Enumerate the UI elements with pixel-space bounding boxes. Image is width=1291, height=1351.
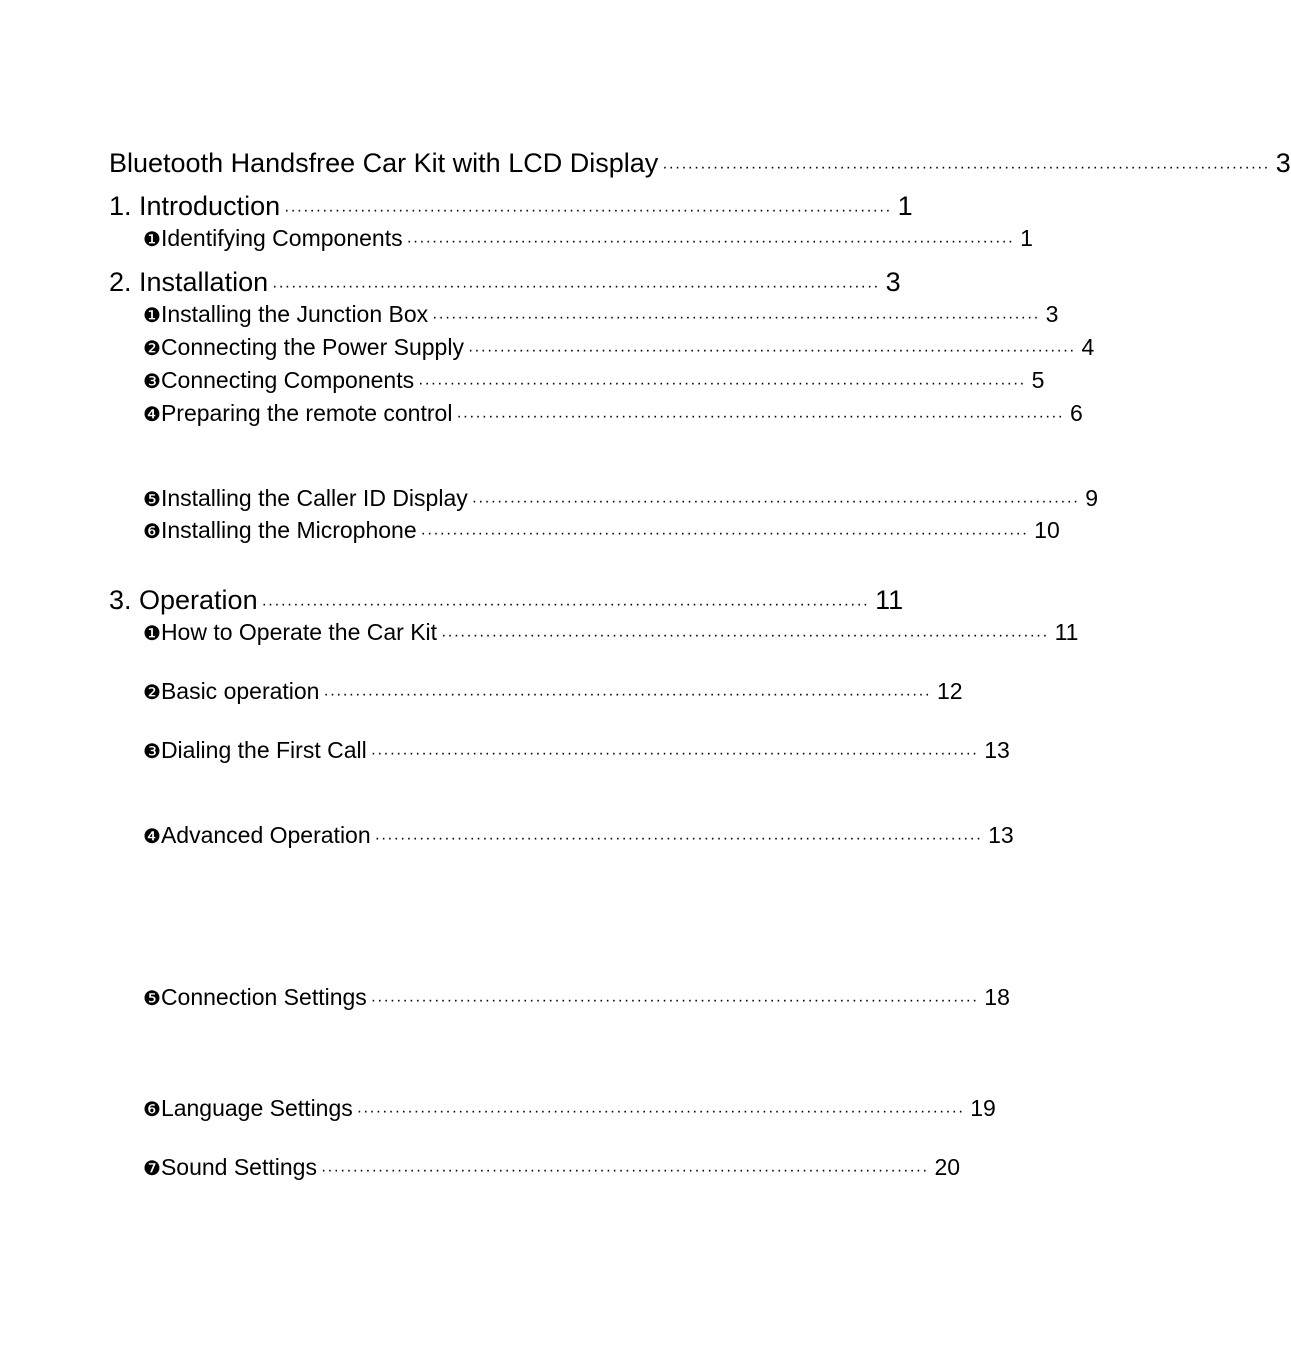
toc-entry-label: Installing the Microphone (160, 517, 417, 543)
toc-entry-label: Basic operation (160, 678, 320, 704)
toc-entry-installation (109, 267, 901, 297)
dot-leader: ································································································ (441, 627, 1049, 644)
toc-entry-title (109, 148, 1291, 178)
numbered-bullet: ❶ (143, 229, 161, 251)
dot-leader: ································································································ (261, 596, 870, 613)
toc-entry-label: Installing the Caller ID Display (160, 485, 468, 511)
dot-leader: ································································································ (284, 202, 892, 219)
dot-leader: ································································································ (420, 525, 1029, 542)
toc-entry-junction-box (143, 301, 1059, 327)
numbered-bullet: ❻ (143, 521, 161, 543)
dot-leader: ································································································ (370, 745, 979, 762)
toc-entry-page: 13 (984, 737, 1010, 763)
toc-entry-page: 10 (1034, 517, 1060, 543)
toc-entry-label: Dialing the First Call (160, 737, 367, 763)
numbered-bullet: ❹ (143, 404, 161, 426)
toc-entry-label: Identifying Components (160, 225, 403, 251)
dot-leader: ································································································ (418, 375, 1026, 392)
dot-leader: ································································································ (370, 992, 979, 1009)
toc-entry-page: 18 (984, 984, 1010, 1010)
toc-entry-page: 1 (897, 191, 913, 221)
numbered-bullet: ❹ (143, 826, 161, 848)
toc-entry-identifying-components (143, 225, 1033, 251)
dot-leader: ································································································ (356, 1103, 965, 1120)
toc-entry-label: Sound Settings (160, 1154, 317, 1180)
toc-entry-page: 19 (970, 1095, 996, 1121)
toc-entry-page: 4 (1081, 334, 1095, 360)
toc-entry-page: 1 (1020, 225, 1033, 251)
numbered-bullet: ❶ (143, 305, 161, 327)
toc-entry-label: 3. Operation (109, 585, 258, 615)
toc-entry-operation (109, 585, 904, 615)
toc-entry-power-supply (143, 334, 1095, 360)
toc-entry-label: Advanced Operation (160, 822, 371, 848)
toc-entry-label: Language Settings (160, 1095, 353, 1121)
dot-leader: ································································································ (323, 686, 931, 703)
numbered-bullet: ❻ (143, 1099, 161, 1121)
toc-entry-page: 9 (1085, 485, 1099, 511)
toc-entry-label: Connecting the Power Supply (160, 334, 464, 360)
toc-entry-page: 3 (885, 267, 901, 297)
dot-leader: ································································································ (432, 309, 1040, 326)
toc-entry-label: 2. Installation (109, 267, 269, 297)
toc-entry-connection-settings (143, 984, 1010, 1010)
toc-entry-label: Connection Settings (160, 984, 367, 1010)
dot-leader: ································································································ (471, 493, 1080, 510)
toc-entry-label: How to Operate the Car Kit (160, 619, 438, 645)
numbered-bullet: ❸ (143, 741, 161, 763)
toc-entry-page: 5 (1031, 367, 1045, 393)
numbered-bullet: ❺ (143, 489, 161, 511)
numbered-bullet: ❷ (143, 682, 161, 704)
dot-leader: ································································································ (272, 278, 880, 295)
numbered-bullet: ❸ (143, 371, 161, 393)
toc-entry-label: Installing the Junction Box (160, 301, 429, 327)
toc-entry-page: 6 (1069, 400, 1083, 426)
dot-leader: ································································································ (406, 233, 1015, 250)
numbered-bullet: ❷ (143, 338, 161, 360)
dot-leader: ································································································ (456, 408, 1064, 425)
dot-leader: ································································································ (467, 342, 1076, 359)
toc-entry-basic-operation (143, 678, 963, 704)
toc-entry-advanced-operation (143, 822, 1014, 848)
toc-entry-microphone (143, 517, 1060, 543)
toc-entry-page: 11 (1054, 619, 1079, 645)
toc-entry-page: 3 (1275, 148, 1291, 178)
dot-leader: ································································································ (320, 1162, 929, 1179)
numbered-bullet: ❶ (143, 623, 161, 645)
toc-entry-connecting-components (143, 367, 1045, 393)
toc-entry-caller-id-display (143, 485, 1099, 511)
toc-entry-label: Connecting Components (160, 367, 415, 393)
toc-entry-page: 13 (988, 822, 1014, 848)
toc-entry-page: 3 (1045, 301, 1059, 327)
toc-entry-first-call (143, 737, 1010, 763)
toc-entry-label: 1. Introduction (109, 191, 281, 221)
toc-entry-language-settings (143, 1095, 996, 1121)
toc-entry-sound-settings (143, 1154, 961, 1180)
toc-entry-introduction (109, 191, 913, 221)
toc-entry-label: Bluetooth Handsfree Car Kit with LCD Display (109, 148, 659, 178)
toc-entry-page: 20 (934, 1154, 961, 1180)
toc-entry-remote-control (143, 400, 1083, 426)
toc-entry-page: 12 (936, 678, 963, 704)
toc-entry-operate-car-kit (143, 619, 1079, 645)
toc-entry-label: Preparing the remote control (160, 400, 453, 426)
dot-leader: ································································································ (662, 159, 1270, 176)
numbered-bullet: ❺ (143, 988, 161, 1010)
toc-entry-page: 11 (875, 585, 904, 615)
dot-leader: ································································································ (374, 830, 983, 847)
numbered-bullet: ❼ (143, 1158, 161, 1180)
